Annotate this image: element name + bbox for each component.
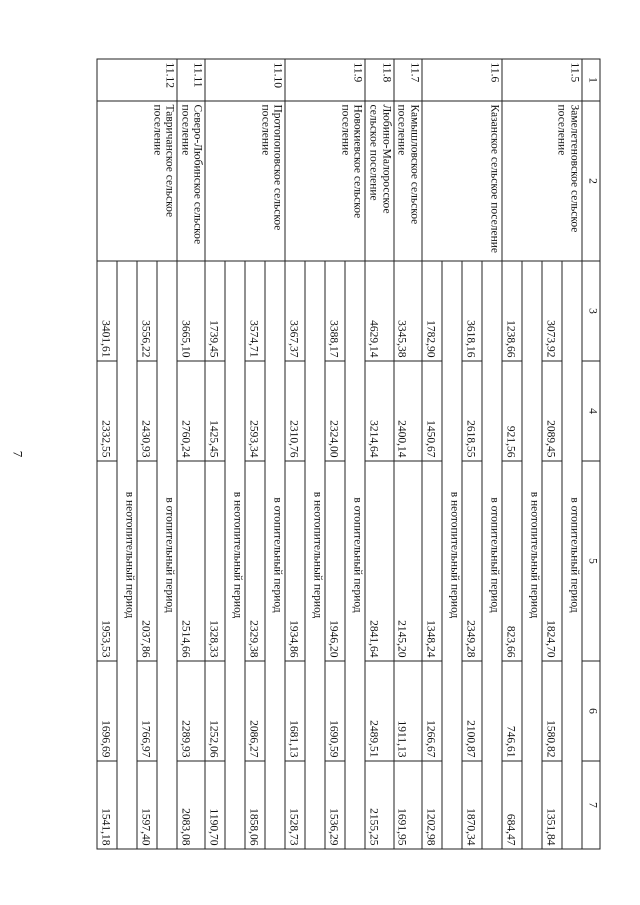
table-row xyxy=(177,59,205,849)
value-cell: 2760,24 xyxy=(177,361,205,461)
value-cell: 1580,82 xyxy=(542,661,562,761)
value-cell: 3401,61 xyxy=(97,261,117,361)
value-cell: 1252,06 xyxy=(205,661,225,761)
table-row xyxy=(157,59,177,849)
value-cell: 2100,87 xyxy=(462,661,482,761)
value-cell: 2145,20 xyxy=(394,461,422,661)
value-cell: 746,61 xyxy=(502,661,522,761)
value-cell: 2289,93 xyxy=(177,661,205,761)
row-id: 11.5 xyxy=(502,59,582,101)
value-cell: 1953,53 xyxy=(97,461,117,661)
value-cell: 1766,97 xyxy=(137,661,157,761)
value-cell: 3367,37 xyxy=(285,261,305,361)
row-name: Северо-Любинское сельское поселение xyxy=(177,101,205,261)
value-cell: 1348,24 xyxy=(422,461,442,661)
value-cell: 2324,00 xyxy=(325,361,345,461)
value-cell: 2089,45 xyxy=(542,361,562,461)
value-cell: 1934,86 xyxy=(285,461,305,661)
value-cell: 2618,55 xyxy=(462,361,482,461)
header-row xyxy=(582,59,600,849)
value-cell: 1425,45 xyxy=(205,361,225,461)
column-header: 4 xyxy=(582,361,600,461)
value-cell: 2083,08 xyxy=(177,761,205,849)
value-cell: 2329,38 xyxy=(245,461,265,661)
row-id: 11.12 xyxy=(97,59,177,101)
period-label: в неотопительный период xyxy=(522,261,542,849)
period-label: в неотопительный период xyxy=(442,261,462,849)
value-cell: 1824,70 xyxy=(542,461,562,661)
period-label: в неотопительный период xyxy=(117,261,137,849)
value-cell: 1266,67 xyxy=(422,661,442,761)
period-label: в отопительный период xyxy=(482,261,502,849)
value-cell: 2349,28 xyxy=(462,461,482,661)
value-cell: 2310,76 xyxy=(285,361,305,461)
table-row xyxy=(365,59,393,849)
row-name: Замелетеновское сельское поселение xyxy=(502,101,582,261)
value-cell: 3665,10 xyxy=(177,261,205,361)
value-cell: 3345,38 xyxy=(394,261,422,361)
value-cell: 1328,33 xyxy=(205,461,225,661)
row-id: 11.11 xyxy=(177,59,205,101)
value-cell: 1238,66 xyxy=(502,261,522,361)
value-cell: 1528,73 xyxy=(285,761,305,849)
row-id: 11.10 xyxy=(205,59,285,101)
value-cell: 1541,18 xyxy=(97,761,117,849)
row-name: Тавричанское сельское поселение xyxy=(97,101,177,261)
period-label: в отопительный период xyxy=(562,261,582,849)
value-cell: 2086,27 xyxy=(245,661,265,761)
value-cell: 1450,67 xyxy=(422,361,442,461)
column-header: 6 xyxy=(582,661,600,761)
value-cell: 1911,13 xyxy=(394,661,422,761)
value-cell: 3556,22 xyxy=(137,261,157,361)
value-cell: 3618,16 xyxy=(462,261,482,361)
value-cell: 2037,86 xyxy=(137,461,157,661)
value-cell: 921,56 xyxy=(502,361,522,461)
period-label: в неотопительный период xyxy=(225,261,245,849)
value-cell: 3388,17 xyxy=(325,261,345,361)
row-name: Новокиевское сельское поселение xyxy=(285,101,365,261)
tariff-table xyxy=(97,58,601,849)
value-cell: 3574,71 xyxy=(245,261,265,361)
value-cell: 1190,70 xyxy=(205,761,225,849)
row-name: Протопоповское сельское поселение xyxy=(205,101,285,261)
value-cell: 823,66 xyxy=(502,461,522,661)
row-name: Казанское сельское поселение xyxy=(422,101,502,261)
value-cell: 1690,59 xyxy=(325,661,345,761)
value-cell: 1696,69 xyxy=(97,661,117,761)
value-cell: 1536,29 xyxy=(325,761,345,849)
value-cell: 2593,34 xyxy=(245,361,265,461)
row-id: 11.7 xyxy=(394,59,422,101)
row-name: Камышловское сельское поселение xyxy=(394,101,422,261)
row-id: 11.8 xyxy=(365,59,393,101)
value-cell: 2400,14 xyxy=(394,361,422,461)
value-cell: 684,47 xyxy=(502,761,522,849)
column-header: 5 xyxy=(582,461,600,661)
period-label: в отопительный период xyxy=(345,261,365,849)
column-header: 7 xyxy=(582,761,600,849)
period-label: в отопительный период xyxy=(157,261,177,849)
column-header: 3 xyxy=(582,261,600,361)
value-cell: 1597,40 xyxy=(137,761,157,849)
table-row xyxy=(482,59,502,849)
value-cell: 1681,13 xyxy=(285,661,305,761)
column-header: 1 xyxy=(582,59,600,101)
table-row xyxy=(345,59,365,849)
period-label: в неотопительный период xyxy=(305,261,325,849)
table-row xyxy=(394,59,422,849)
value-cell: 1202,98 xyxy=(422,761,442,849)
period-label: в отопительный период xyxy=(265,261,285,849)
value-cell: 1739,45 xyxy=(205,261,225,361)
value-cell: 1858,06 xyxy=(245,761,265,849)
value-cell: 2155,25 xyxy=(365,761,393,849)
value-cell: 2841,64 xyxy=(365,461,393,661)
row-id: 11.9 xyxy=(285,59,365,101)
table-row xyxy=(562,59,582,849)
value-cell: 1782,90 xyxy=(422,261,442,361)
page-number: 7 xyxy=(10,450,26,458)
table-row xyxy=(265,59,285,849)
column-header: 2 xyxy=(582,101,600,261)
rotated-table-container xyxy=(40,58,601,848)
value-cell: 4629,14 xyxy=(365,261,393,361)
value-cell: 3214,64 xyxy=(365,361,393,461)
value-cell: 2430,93 xyxy=(137,361,157,461)
value-cell: 2514,66 xyxy=(177,461,205,661)
value-cell: 1351,84 xyxy=(542,761,562,849)
row-name: Любино-Малоросское сельское поселение xyxy=(365,101,393,261)
value-cell: 3073,92 xyxy=(542,261,562,361)
value-cell: 2489,51 xyxy=(365,661,393,761)
value-cell: 1870,34 xyxy=(462,761,482,849)
row-id: 11.6 xyxy=(422,59,502,101)
value-cell: 1691,95 xyxy=(394,761,422,849)
value-cell: 2332,55 xyxy=(97,361,117,461)
value-cell: 1946,20 xyxy=(325,461,345,661)
